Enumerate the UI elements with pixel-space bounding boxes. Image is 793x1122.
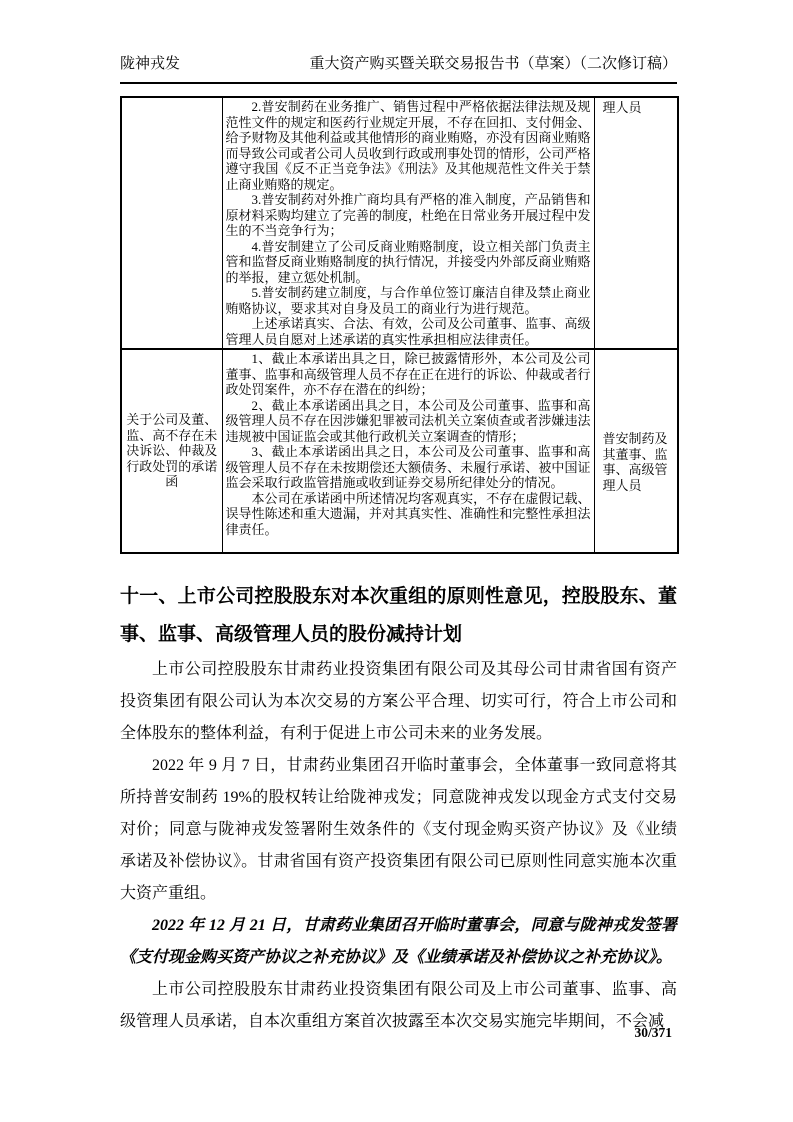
commitment-name-cell [121, 97, 222, 349]
section-body [120, 654, 677, 1038]
body-paragraph-emphasized: 2022 年 12 月 21 日，甘肃药业集团召开临时董事会，同意与陇神戎发签署《支付现金购买资产协议之补充协议》及《业绩承诺及补偿协议之补充协议》。 [120, 917, 677, 966]
table-row-commitment-litigation [121, 349, 678, 553]
body-paragraph: 上市公司控股股东甘肃药业投资集团有限公司及上市公司董事、监事、高级管理人员承诺，自本次重组方案首次披露至本次交易实施完毕期间，不会减 [120, 981, 677, 1030]
commitments-table [120, 96, 679, 554]
commitment-paragraph: 3、截止本承诺函出具之日，本公司及公司董事、监事和高级管理人员不存在未按期偿还大额债务、未履行承诺、被中国证监会采取行政监管措施或收到证券交易所纪律处分的情况。 [225, 444, 591, 490]
commitment-paragraph: 2、截止本承诺函出具之日，本公司及公司董事、监事和高级管理人员不存在因涉嫌犯罪被司法机关立案侦查或者涉嫌违法违规被中国证监会或其他行政机关立案调查的情形； [225, 397, 591, 444]
commitment-paragraph: 1、截止本承诺出具之日，除已披露情形外，本公司及公司董事、监事和高级管理人员不存在正在进行的诉讼、仲裁或者行政处罚案件，亦不存在潜在的纠纷； [225, 351, 591, 397]
section-heading: 十一、上市公司控股股东对本次重组的原则性意见，控股股东、董事、监事、高级管理人员的股份减持计划 [120, 586, 677, 645]
commitment-content-cell [222, 349, 594, 553]
commitment-paragraph: 本公司在承诺函中所述情况均客观真实，不存在虚假记载、误导性陈述和重大遗漏，并对其真实性、准确性和完整性承担法律责任。 [225, 490, 591, 537]
table-row-commitment-continued [121, 97, 678, 349]
commitment-paragraph: 2.普安制药在业务推广、销售过程中严格依据法律法规及规范性文件的规定和医药行业规定开展，不存在回扣、支付佣金、给予财物及其他利益或其他情形的商业贿赂，亦没有因商业贿赂而导致公司或者公司人员收到行政或刑事处罚的情形，公司严格遵守我国《反不正当竞争法》《刑法》及其他规范性文件关于禁止商业贿赂的规定。 [225, 99, 591, 192]
header-doc-title: 重大资产购买暨关联交易报告书（草案）（二次修订稿） [309, 56, 677, 72]
commitment-paragraph: 上述承诺真实、合法、有效，公司及公司董事、监事、高级管理人员自愿对上述承诺的真实性承担相应法律责任。 [225, 316, 591, 347]
header-doc-short-name: 陇神戎发 [120, 56, 181, 72]
commitment-paragraph: 3.普安制药对外推广商均具有严格的准入制度，产品销售和原材料采购均建立了完善的制度，杜绝在日常业务开展过程中发生的不当竞争行为； [225, 192, 591, 238]
page-number: 30/371 [634, 1025, 672, 1040]
body-paragraph: 2022 年 9 月 7 日，甘肃药业集团召开临时董事会，全体董事一致同意将其所持普安制药 19%的股权转让给陇神戎发；同意陇神戎发以现金方式支付交易对价；同意与陇神戎发签署附生效条件的《支付现金购买资产协议》及《业绩承诺及补偿协议》。甘肃省国有资产投资集团有限公司已原则性同意实施本次重大资产重组。 [120, 757, 677, 902]
page-header [120, 55, 677, 84]
commitment-paragraph: 5.普安制药建立制度，与合作单位签订廉洁自律及禁止商业贿赂协议，要求其对自身及员工的商业行为进行规范。 [225, 285, 591, 316]
commitment-name-cell: 关于公司及董、监、高不存在未决诉讼、仲裁及行政处罚的承诺函 [126, 412, 218, 490]
commitment-content-cell [222, 97, 594, 349]
commitment-paragraph: 4.普安制建立了公司反商业贿赂制度，设立相关部门负责主管和监督反商业贿赂制度的执行情况，并接受内外部反商业贿赂的举报，建立惩处机制。 [225, 238, 591, 285]
commitment-party-cell: 普安制药及其董事、监事、高级管理人员 [594, 349, 678, 553]
body-paragraph: 上市公司控股股东甘肃药业投资集团有限公司及其母公司甘肃省国有资产投资集团有限公司认为本次交易的方案公平合理、切实可行，符合上市公司和全体股东的整体利益，有利于促进上市公司未来的业务发展。 [120, 661, 677, 742]
page-content [120, 55, 677, 1038]
commitment-party-cell: 理人员 [594, 97, 678, 349]
